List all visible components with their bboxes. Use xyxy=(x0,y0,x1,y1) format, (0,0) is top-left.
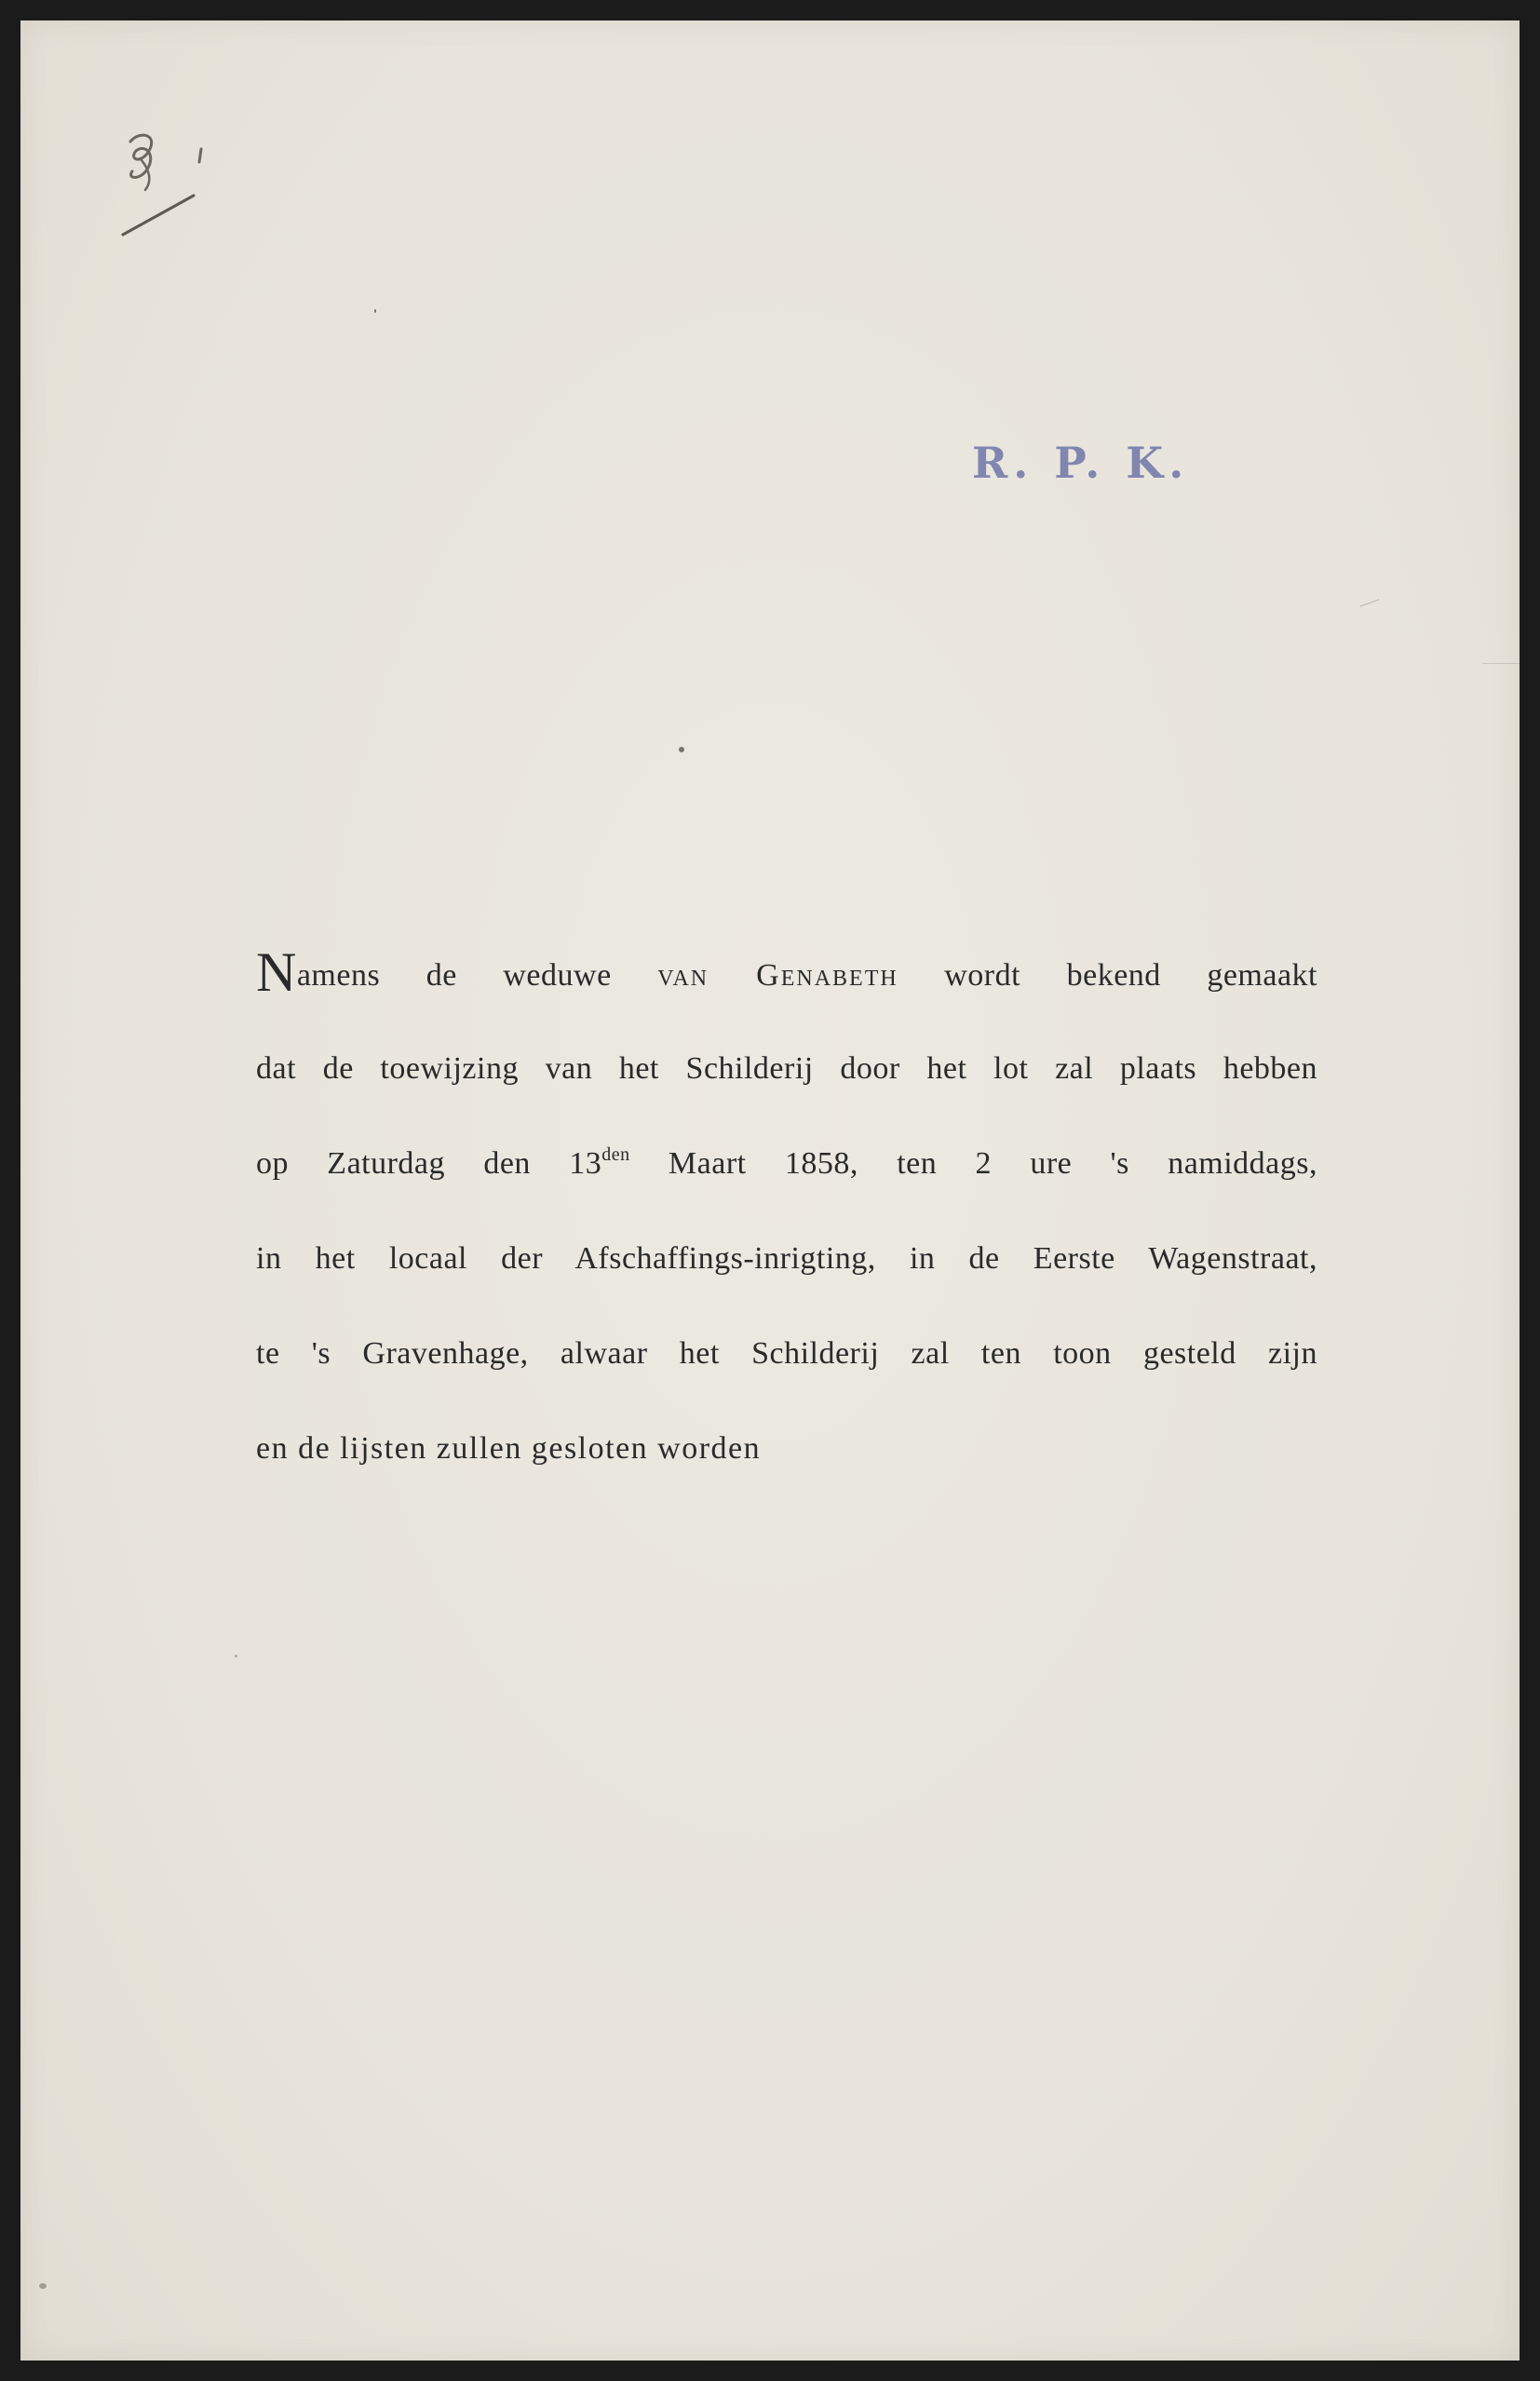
notice-line-text: wordt bekend gemaakt xyxy=(898,958,1317,993)
paper-speck xyxy=(39,2283,47,2289)
notice-line: in het locaal der Afschaffings-inrigting, in de Eerste Wagenstraat, xyxy=(256,1241,1317,1276)
notice-line xyxy=(256,1134,1317,1229)
notice-line xyxy=(256,941,1317,1039)
paper-speck xyxy=(679,747,684,752)
handwritten-pencil-mark xyxy=(104,123,225,263)
rpk-stamp: R. P. K. xyxy=(972,438,1190,488)
paper-speck xyxy=(374,309,376,313)
notice-line: te 's Gravenhage, alwaar het Schilderij zal ten toon gesteld zijn xyxy=(256,1336,1317,1371)
date-superscript: den xyxy=(601,1144,630,1165)
notice-line: dat de toewijzing van het Schilderij door het lot zal plaats hebben xyxy=(256,1051,1317,1086)
paper-speck xyxy=(1359,599,1379,606)
widow-name: van Genabeth xyxy=(657,958,898,993)
paper-sheet xyxy=(20,20,1520,2361)
paper-speck xyxy=(235,1655,237,1657)
fold-crease xyxy=(1482,663,1520,664)
notice-line-text: op Zaturdag den 13 xyxy=(256,1146,602,1181)
notice-line: en de lijsten zullen gesloten worden xyxy=(256,1431,762,1466)
notice-text xyxy=(256,941,1318,1514)
notice-line-text: amens de weduwe xyxy=(296,958,658,993)
notice-line-text: Maart 1858, ten 2 ure 's namiddags, xyxy=(629,1146,1318,1181)
drop-initial: N xyxy=(256,941,297,1003)
